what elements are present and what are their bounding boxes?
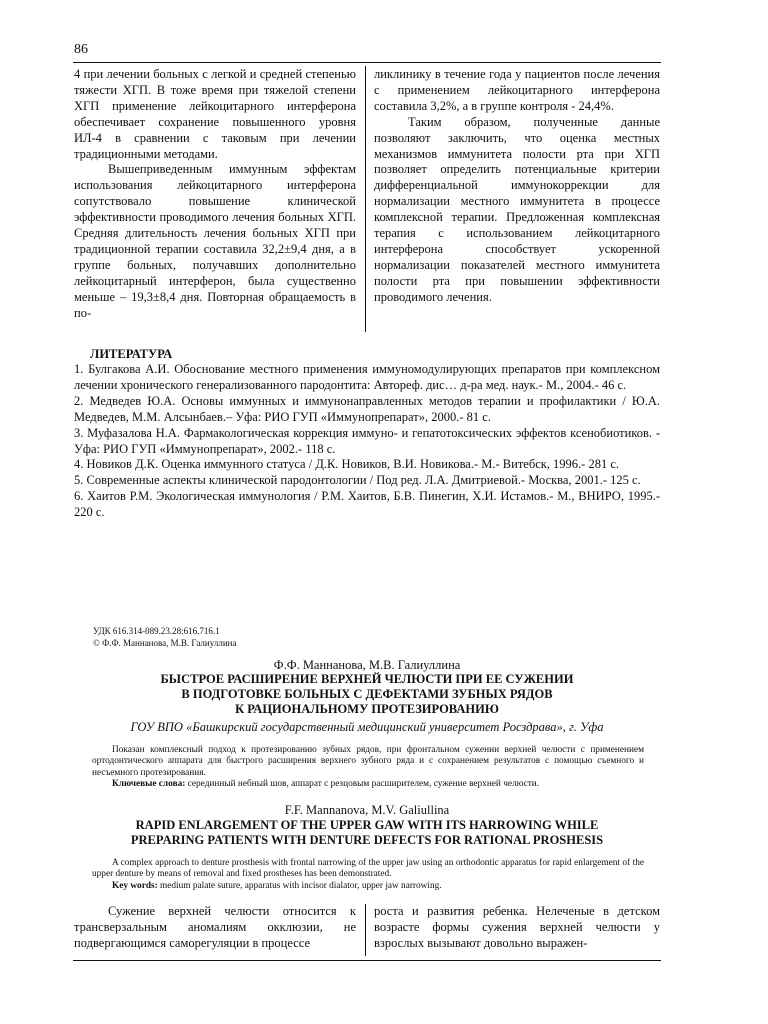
ru-title [74,672,660,717]
right-paragraph-1: ликлинику в течение года у пациентов после лечения с применением лейкоцитарного интерферона составила 3,2%, а в группе контроля - 24,4%. [374,67,660,113]
literature-item: 6. Хаитов Р.М. Экологическая иммунология / Р.М. Хаитов, Б.В. Пинегин, Х.И. Истамов.- М., ВНИРО, 1995.- 220 с. [74,489,660,520]
ru-abstract [92,745,644,791]
ru-keywords [92,779,644,790]
literature-list [74,362,660,521]
ru-keywords-text: серединный небный шов, аппарат с резцовым расширителем, сужение верхней челюсти. [187,779,540,790]
bottom-rule [73,960,661,961]
en-title-line: RAPID ENLARGEMENT OF THE UPPER GAW WITH ITS HARROWING WHILE [135,818,599,832]
left-paragraph-2: Вышеприведенным иммунным эффектам использования лейкоцитарного интерферона сопутствовало повышение клинической эффективности проводимого лечения больных ХГП. Средняя длительность лечения больных ХГП при традиционной терапии составила 32,2±9,4 дня, а в группе больных, получавших дополнительно лейкоцитарный интерферон, была существенно меньше – 19,3±8,4 дня. Повторная обращаемость в по- [74,162,356,320]
en-title [74,818,660,848]
en-keywords-label: Key words: [112,880,158,891]
literature-item: 5. Современные аспекты клинической пародонтологии / Под ред. Л.А. Дмитриевой.- Москва, 2001.- 125 с. [74,473,641,488]
ru-title-line: БЫСТРОЕ РАСШИРЕНИЕ ВЕРХНЕЙ ЧЕЛЮСТИ ПРИ ЕЕ СУЖЕНИИ [160,672,574,686]
top-rule [73,62,661,63]
en-keywords [92,881,644,892]
copyright: © Ф.Ф. Маннанова, М.В. Галиуллина [93,638,237,648]
body-left-text: Сужение верхней челюсти относится к трансверзальным аномалиям окклюзии, не подвергающимся саморегуляции в процессе [74,904,356,950]
left-column [74,67,356,322]
en-abstract-text: A complex approach to denture prosthesis with frontal narrowing of the upper jaw using an orthodontic apparatus for rapid enlargement of the upper denture by means of removal and fixed prostheses has been demonstrated. [92,858,644,880]
ru-affiliation: ГОУ ВПО «Башкирский государственный медицинский университет Росздрава», г. Уфа [130,720,604,734]
udk-block [93,625,236,649]
ru-keywords-label: Ключевые слова: [112,779,186,790]
literature-title: ЛИТЕРАТУРА [90,347,173,361]
right-column [374,67,660,306]
udk-code: УДК 616.314-089.23.28:616.716.1 [93,626,220,636]
en-title-line: PREPARING PATIENTS WITH DENTURE DEFECTS FOR RATIONAL PROSHESIS [130,833,604,847]
ru-authors: Ф.Ф. Маннанова, М.В. Галиуллина [273,658,461,672]
ru-title-line: В ПОДГОТОВКЕ БОЛЬНЫХ С ДЕФЕКТАМИ ЗУБНЫХ РЯДОВ [181,687,553,701]
page-number: 86 [74,42,88,57]
ru-abstract-text: Показан комплексный подход к протезированию зубных рядов, при фронтальном сужении верхней челюсти с применением ортодонтического аппарата для быстрого расширения верхнего зубного ряда и с сохранением результатов с помощью съемного и несъемного протезирования. [92,745,644,778]
bottom-column-divider [365,904,366,956]
body-right-column [374,904,660,952]
ru-title-line: К РАЦИОНАЛЬНОМУ ПРОТЕЗИРОВАНИЮ [235,702,499,716]
literature-item: 4. Новиков Д.К. Оценка иммунного статуса / Д.К. Новиков, В.И. Новикова.- М.- Витебск, 1996.- 281 с. [74,457,620,472]
literature-item: 3. Муфазалова Н.А. Фармакологическая коррекция иммуно- и гепатотоксических эффектов ксенобиотиков. - Уфа: РИО ГУП «Иммунопрепарат», 2002.- 118 с. [74,425,660,456]
left-paragraph-1: 4 при лечении больных с легкой и средней степенью тяжести ХГП. В тоже время при тяжелой степени ХГП применение лейкоцитарного интерферона обеспечивает сохранение повышенного уровня ИЛ-4 в сравнении с таковым при лечении традиционными методами. [74,67,356,161]
en-abstract [92,858,644,892]
literature-item: 2. Медведев Ю.А. Основы иммунных и иммунонаправленных методов терапии и профилактики / Ю.А. Медведев, М.М. Алсынбаев.– Уфа: РИО ГУП «Иммунопрепарат», 2000.- 81 с. [74,393,660,424]
body-right-text: роста и развития ребенка. Нелеченые в детском возрасте формы сужения верхней челюсти у взрослых вызывают довольно выражен- [374,904,660,950]
right-paragraph-2: Таким образом, полученные данные позволяют заключить, что оценка местных механизмов иммунитета полости рта при ХГП позволяет определить потенциальные критерии дифференциальной иммунокоррекции для нормализации местного иммунитета в процессе комплексной терапии. Предложенная комплексная терапия с использованием лейкоцитарного интерферона способствует ускоренной нормализации показателей местного иммунитета полости рта при повышении эффективности проводимого лечения. [374,114,660,304]
column-divider [365,66,366,332]
en-authors: F.F. Mannanova, M.V. Galiullina [284,803,450,817]
literature-item: 1. Булгакова А.И. Обоснование местного применения иммуномодулирующих препаратов при комплексном лечении хронического генерализованного пародонтита: Автореф. дис… д-ра мед. наук.- М., 2004.- 46 с. [74,362,660,392]
en-keywords-text: medium palate suture, apparatus with incisor dialator, upper jaw narrowing. [160,880,442,891]
body-left-column [74,904,356,952]
